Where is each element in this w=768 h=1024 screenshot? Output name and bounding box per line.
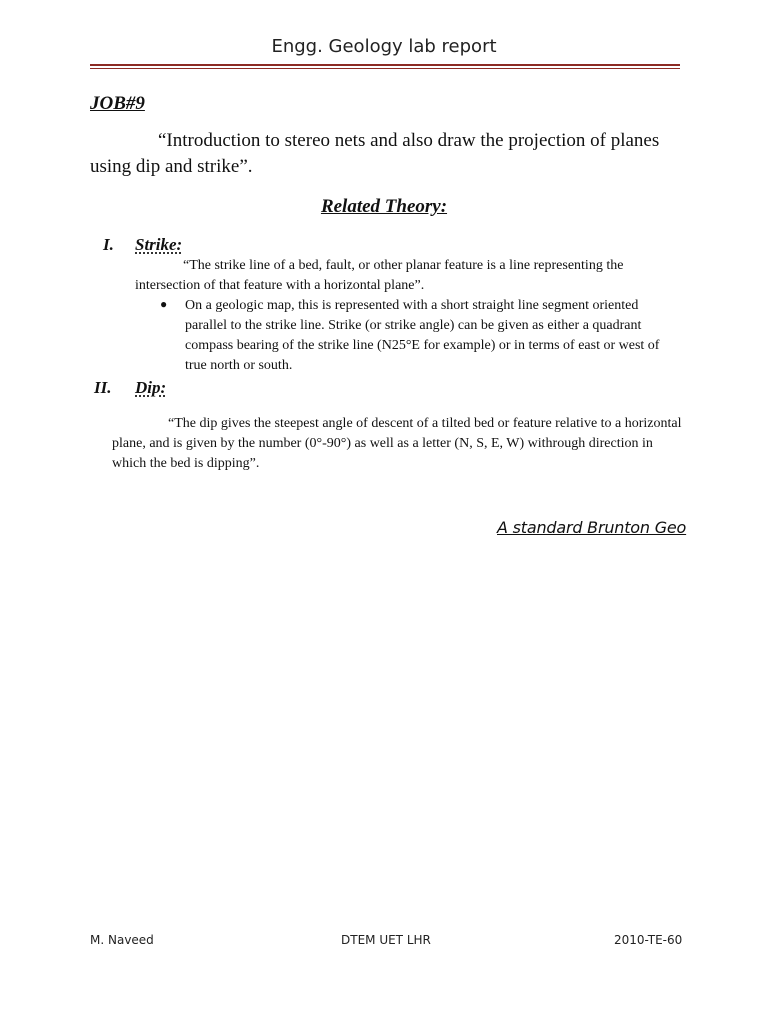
strike-section-number: I.: [103, 235, 114, 254]
figure-caption: A standard Brunton Geo: [497, 518, 687, 537]
dip-section-title: Dip:: [135, 378, 167, 397]
bullet-dot-icon: ●: [160, 297, 168, 311]
strike-quote: “The strike line of a bed, fault, or other planar feature is a line representing the intersection of that feature with a horizontal plane”.: [135, 258, 624, 293]
footer-author: M. Naveed: [90, 933, 154, 947]
footer-institution: DTEM UET LHR: [341, 933, 431, 947]
strike-section-title: Strike:: [135, 235, 183, 254]
header-rule-thick: [90, 64, 680, 66]
dip-section-number: II.: [94, 378, 112, 397]
dip-quote: “The dip gives the steepest angle of descent of a tilted bed or feature relative to a horizontal plane, and is given by the number (0°-90°) as well as a letter (N, S, E, W) withrough direction in which the bed is dipping”.: [112, 416, 682, 471]
footer-roll-number: 2010-TE-60: [614, 933, 683, 947]
header-title: Engg. Geology lab report: [271, 36, 497, 57]
job-label: JOB#9: [90, 93, 145, 114]
header-rule-thin: [90, 68, 680, 69]
intro-paragraph: “Introduction to stereo nets and also draw the projection of planes using dip and strike”.: [90, 130, 660, 177]
related-theory-heading: Related Theory:: [320, 196, 448, 217]
strike-bullet-text: On a geologic map, this is represented with a short straight line segment oriented parallel to the strike line. Strike (or strike angle) can be given as either a quadrant compass bearing of the strike line (N25°E for example) or in terms of east or west of true north or south.: [185, 298, 660, 373]
